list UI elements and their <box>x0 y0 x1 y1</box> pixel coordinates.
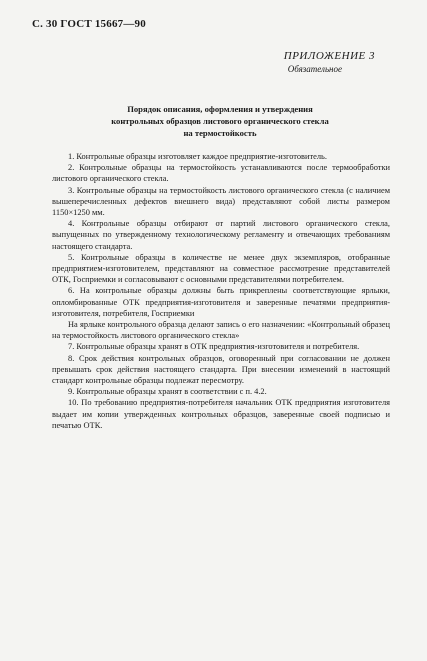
appendix-title: ПРИЛОЖЕНИЕ 3 <box>283 50 375 62</box>
page-header: С. 30 ГОСТ 15667—90 <box>32 18 146 30</box>
appendix-block <box>284 50 375 74</box>
document-body <box>52 151 390 431</box>
paragraph-6: 6. На контрольные образцы должны быть прикреплены соответствующие ярлыки, опломбированные ОТК предприятия-изготовителя и заверенные печатями предприятия-изготовителя, потребителя, Госприемки <box>52 286 390 318</box>
paragraph-6-note: На ярлыке контрольного образца делают запись о его назначении: «Контрольный образец на термостойкость листового органического стекла» <box>52 320 390 341</box>
paragraph-1: 1. Контрольные образцы изготовляет каждое предприятие-изготовитель. <box>68 152 327 161</box>
paragraph-10: 10. По требованию предприятия-потребителя начальник ОТК предприятия изготовителя выдает им копии утвержденных контрольных образцов, заверенные своей подписью и печатью ОТК. <box>52 398 390 430</box>
paragraph-8: 8. Срок действия контрольных образцов, оговоренный при согласовании не должен превышать срок действия настоящего стандарта. При внесении изменений в настоящий стандарт контрольные образцы подлежат пересмотру. <box>52 353 390 386</box>
title-line: контрольных образцов листового органического стекла <box>111 116 329 126</box>
paragraph-7: 7. Контрольные образцы хранят в ОТК предприятия-изготовителя и потребителя. <box>68 342 360 352</box>
paragraph-3: 3. Контрольные образцы на термостойкость листового органического стекла (с наличием вышеперечисленных дефектов внешнего вида) представляют собой листы размером 1150×1250 мм. <box>52 185 390 218</box>
paragraph-4: 4. Контрольные образцы отбирают от партий листового органического стекла, выпущенных по утвержденному технологическому регламенту и отвечающих требованиям настоящего стандарта. <box>52 219 390 251</box>
paragraph-9: 9. Контрольные образцы хранят в соответствии с п. 4.2. <box>68 387 267 397</box>
paragraph-5: 5. Контрольные образцы в количестве не менее двух экземпляров, отобранные предприятием-изготовителем, представляют на совместное рассмотрение представителей ОТК, Госприемки и согласовывают с основными представителями потребителем. <box>52 252 390 285</box>
paragraph-2: 2. Контрольные образцы на термостойкость устанавливаются после термообработки листового органического стекла. <box>52 163 390 184</box>
appendix-status: Обязательное <box>287 64 343 74</box>
document-title <box>60 103 380 139</box>
title-line: Порядок описания, оформления и утверждения <box>127 104 313 114</box>
title-line: на термостойкость <box>183 128 257 138</box>
